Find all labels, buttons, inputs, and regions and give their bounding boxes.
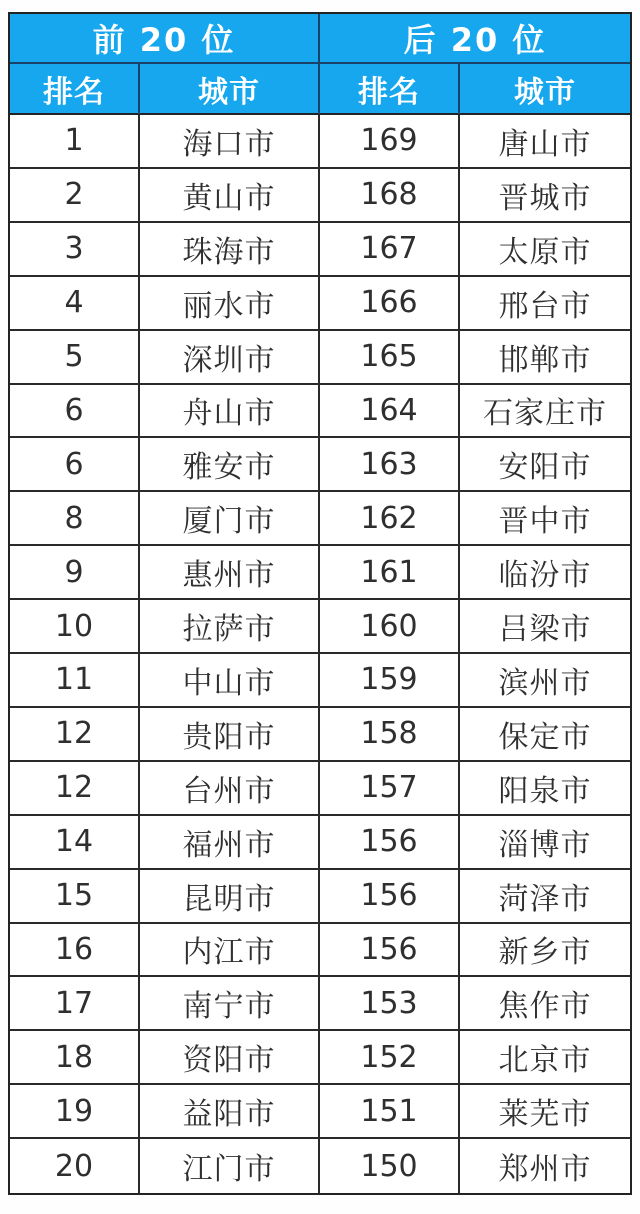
rank-cell: 153 <box>320 977 460 1031</box>
column-header-city-left: 城市 <box>140 64 320 115</box>
rank-cell: 168 <box>320 169 460 223</box>
city-cell: 昆明市 <box>140 870 320 924</box>
city-cell: 菏泽市 <box>460 870 630 924</box>
rank-cell: 167 <box>320 223 460 277</box>
rank-cell: 158 <box>320 708 460 762</box>
rank-cell: 11 <box>10 654 140 708</box>
city-cell: 深圳市 <box>140 331 320 385</box>
rank-cell: 162 <box>320 492 460 546</box>
city-cell: 资阳市 <box>140 1031 320 1085</box>
city-cell: 舟山市 <box>140 385 320 439</box>
rank-cell: 159 <box>320 654 460 708</box>
rank-cell: 150 <box>320 1139 460 1193</box>
rank-cell: 15 <box>10 870 140 924</box>
city-cell: 淄博市 <box>460 816 630 870</box>
city-cell: 太原市 <box>460 223 630 277</box>
rank-cell: 10 <box>10 600 140 654</box>
rank-cell: 14 <box>10 816 140 870</box>
rank-cell: 4 <box>10 277 140 331</box>
rank-cell: 2 <box>10 169 140 223</box>
rank-cell: 156 <box>320 924 460 978</box>
city-cell: 焦作市 <box>460 977 630 1031</box>
city-cell: 惠州市 <box>140 546 320 600</box>
rank-cell: 157 <box>320 762 460 816</box>
rank-cell: 5 <box>10 331 140 385</box>
city-cell: 台州市 <box>140 762 320 816</box>
rank-cell: 20 <box>10 1139 140 1193</box>
city-cell: 江门市 <box>140 1139 320 1193</box>
rank-cell: 161 <box>320 546 460 600</box>
city-cell: 晋城市 <box>460 169 630 223</box>
city-cell: 阳泉市 <box>460 762 630 816</box>
city-cell: 贵阳市 <box>140 708 320 762</box>
rank-cell: 163 <box>320 438 460 492</box>
rank-cell: 16 <box>10 924 140 978</box>
column-header-rank-right: 排名 <box>320 64 460 115</box>
city-cell: 新乡市 <box>460 924 630 978</box>
city-cell: 晋中市 <box>460 492 630 546</box>
city-cell: 厦门市 <box>140 492 320 546</box>
rank-cell: 3 <box>10 223 140 277</box>
city-cell: 拉萨市 <box>140 600 320 654</box>
city-cell: 保定市 <box>460 708 630 762</box>
city-cell: 益阳市 <box>140 1085 320 1139</box>
rank-cell: 18 <box>10 1031 140 1085</box>
city-cell: 邢台市 <box>460 277 630 331</box>
city-cell: 吕梁市 <box>460 600 630 654</box>
group-header-top20: 前 20 位 <box>10 14 320 64</box>
column-header-rank-left: 排名 <box>10 64 140 115</box>
rank-cell: 9 <box>10 546 140 600</box>
city-cell: 黄山市 <box>140 169 320 223</box>
city-cell: 唐山市 <box>460 115 630 169</box>
rank-cell: 156 <box>320 816 460 870</box>
group-header-bottom20: 后 20 位 <box>320 14 630 64</box>
city-cell: 丽水市 <box>140 277 320 331</box>
rank-cell: 6 <box>10 438 140 492</box>
rank-cell: 166 <box>320 277 460 331</box>
city-cell: 雅安市 <box>140 438 320 492</box>
rank-cell: 169 <box>320 115 460 169</box>
city-cell: 北京市 <box>460 1031 630 1085</box>
rank-cell: 156 <box>320 870 460 924</box>
rank-cell: 160 <box>320 600 460 654</box>
city-cell: 安阳市 <box>460 438 630 492</box>
city-cell: 莱芜市 <box>460 1085 630 1139</box>
rank-cell: 19 <box>10 1085 140 1139</box>
rank-cell: 12 <box>10 762 140 816</box>
rank-cell: 1 <box>10 115 140 169</box>
rank-cell: 6 <box>10 385 140 439</box>
city-cell: 中山市 <box>140 654 320 708</box>
rank-cell: 152 <box>320 1031 460 1085</box>
city-cell: 珠海市 <box>140 223 320 277</box>
city-cell: 福州市 <box>140 816 320 870</box>
rank-cell: 151 <box>320 1085 460 1139</box>
city-cell: 石家庄市 <box>460 385 630 439</box>
rank-cell: 12 <box>10 708 140 762</box>
column-header-city-right: 城市 <box>460 64 630 115</box>
rank-cell: 164 <box>320 385 460 439</box>
city-cell: 海口市 <box>140 115 320 169</box>
rank-cell: 8 <box>10 492 140 546</box>
city-cell: 邯郸市 <box>460 331 630 385</box>
city-cell: 郑州市 <box>460 1139 630 1193</box>
city-cell: 内江市 <box>140 924 320 978</box>
rank-cell: 165 <box>320 331 460 385</box>
city-cell: 临汾市 <box>460 546 630 600</box>
city-ranking-table <box>8 12 632 1195</box>
rank-cell: 17 <box>10 977 140 1031</box>
city-cell: 南宁市 <box>140 977 320 1031</box>
city-cell: 滨州市 <box>460 654 630 708</box>
